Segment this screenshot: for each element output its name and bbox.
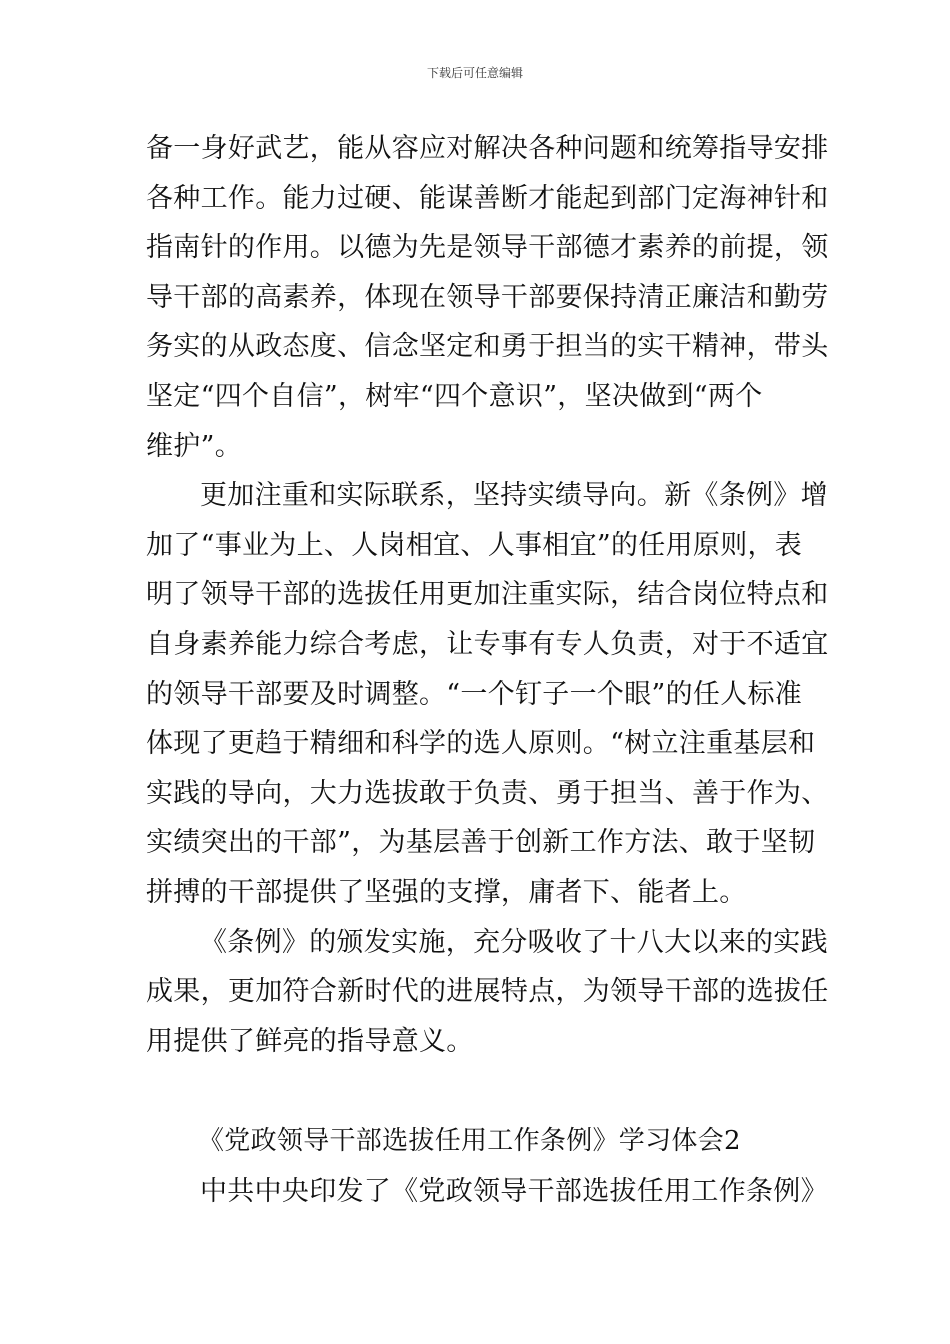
paragraph-1 — [146, 124, 829, 471]
text-line: 加了“事业为上、人岗相宜、人事相宜”的任用原则，表 — [146, 529, 803, 561]
text-line: 的领导干部要及时调整。“一个钉子一个眼”的任人标准 — [146, 678, 803, 710]
document-body — [146, 124, 829, 1216]
text-line: 成果，更加符合新时代的进展特点，为领导干部的选拔任 — [146, 976, 829, 1008]
text-line: 维护”。 — [146, 430, 243, 462]
paragraph-3 — [146, 918, 829, 1067]
text-line: 中共中央印发了《党政领导干部选拔任用工作条例》 — [200, 1175, 828, 1207]
section-title: 《党政领导干部选拔任用工作条例》学习体会2 — [198, 1126, 741, 1157]
text-line: 用提供了鲜亮的指导意义。 — [146, 1025, 474, 1057]
text-line: 备一身好武艺，能从容应对解决各种问题和统筹指导安排 — [146, 133, 829, 164]
text-line: 明了领导干部的选拔任用更加注重实际，结合岗位特点和 — [146, 579, 829, 611]
text-line: 更加注重和实际联系，坚持实绩导向。新《条例》增 — [200, 480, 828, 512]
paragraph-2 — [146, 471, 829, 917]
text-line: 拼搏的干部提供了坚强的支撑，庸者下、能者上。 — [146, 876, 747, 908]
text-line: 务实的从政态度、信念坚定和勇于担当的实干精神，带头 — [146, 331, 829, 363]
text-line: 《条例》的颁发实施，充分吸收了十八大以来的实践 — [200, 926, 828, 958]
text-line: 导干部的高素养，体现在领导干部要保持清正廉洁和勤劳 — [146, 281, 829, 313]
page-header-note: 下载后可任意编辑 — [426, 66, 523, 80]
text-line: 自身素养能力综合考虑，让专事有专人负责，对于不适宜 — [146, 628, 829, 660]
text-line: 实践的导向，大力选拔敢于负责、勇于担当、善于作为、 — [146, 777, 829, 809]
paragraph-gap — [146, 1066, 808, 1117]
text-line: 实绩突出的干部”，为基层善于创新工作方法、敢于坚韧 — [146, 827, 816, 859]
text-line: 体现了更趋于精细和科学的选人原则。“树立注重基层和 — [146, 728, 816, 760]
text-line: 坚定“四个自信”，树牢“四个意识”，坚决做到“两个 — [146, 380, 763, 412]
text-line: 各种工作。能力过硬、能谋善断才能起到部门定海神针和 — [146, 182, 829, 214]
text-line: 指南针的作用。以德为先是领导干部德才素养的前提，领 — [146, 232, 829, 264]
